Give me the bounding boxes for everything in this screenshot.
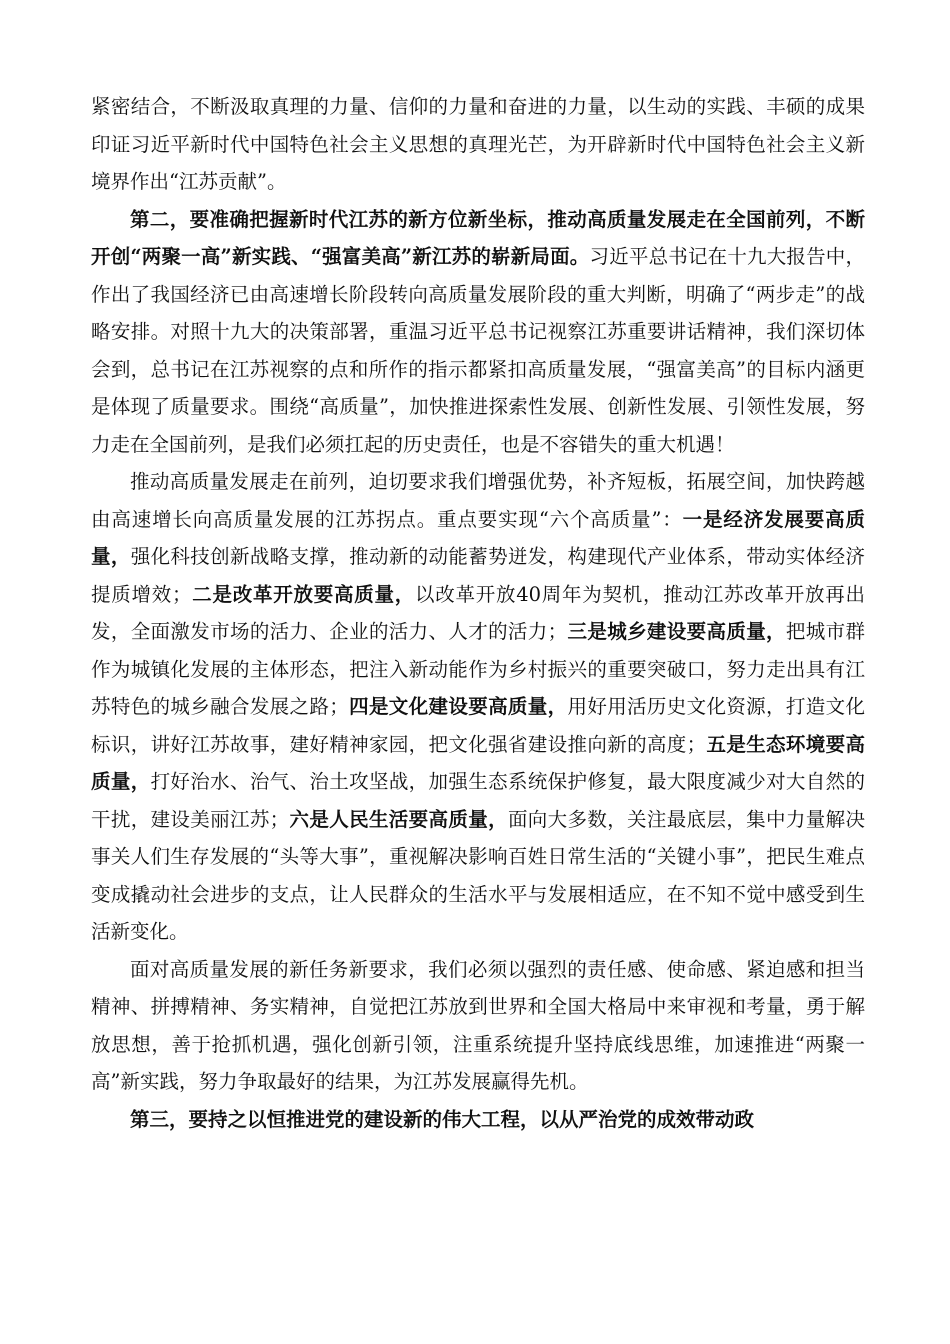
point-6-body: 面向大多数，关注最底层，集中力量解决事关人们生存发展的“头等大事”，重视解决影响百姓日常生活的“关键小事”，把民生难点变成撬动社会进步的支点，让人民群众的生活水平与发展相适应，在不知不觉中感受到生活新变化。 — [91, 807, 865, 943]
point-2-heading: 二是改革开放要高质量， — [191, 582, 415, 606]
paragraph-1-text: 紧密结合，不断汲取真理的力量、信仰的力量和奋进的力量，以生动的实践、丰硕的成果印证习近平新时代中国特色社会主义思想的真理光芒，为开辟新时代中国特色社会主义新境界作出“江苏贡献”。 — [91, 95, 865, 193]
point-3-heading: 三是城乡建设要高质量， — [567, 620, 786, 643]
point-2-body: 以改革开放40周年为契机，推动江苏改革开放再出发，全面激发市场的活力、企业的活力、人才的活力； — [91, 582, 865, 643]
point-4-body: 用好用活历史文化资源，打造文化标识，讲好江苏故事，建好精神家园，把文化强省建设推向新的高度； — [91, 695, 865, 756]
point-1-body: 强化科技创新战略支撑，推动新的动能蓄势迸发，构建现代产业体系，带动实体经济提质增效； — [91, 545, 865, 606]
paragraph-5 — [91, 1101, 865, 1139]
section-heading-third: 第三，要持之以恒推进党的建设新的伟大工程，以从严治党的成效带动政 — [130, 1107, 755, 1131]
section-heading-second: 第二，要准确把握新时代江苏的新方位新坐标，推动高质量发展走在全国前列，不断开创“两聚一高”新实践、“强富美高”新江苏的崭新局面。 — [91, 207, 865, 268]
paragraph-4-text: 面对高质量发展的新任务新要求，我们必须以强烈的责任感、使命感、紧迫感和担当精神、拼搏精神、务实精神，自觉把江苏放到世界和全国大格局中来审视和考量，勇于解放思想，善于抢抓机遇，强化创新引领，注重系统提升坚持底线思维，加速推进“两聚一高”新实践，努力争取最好的结果，为江苏发展赢得先机。 — [91, 957, 865, 1093]
document-page — [91, 88, 865, 1138]
paragraph-4 — [91, 951, 865, 1101]
point-3-body: 把城市群作为城镇化发展的主体形态，把注入新动能作为乡村振兴的重要突破口，努力走出具有江苏特色的城乡融合发展之路； — [91, 620, 865, 718]
point-4-heading: 四是文化建设要高质量， — [348, 695, 568, 718]
point-5-body: 打好治水、治气、治土攻坚战，加强生态系统保护修复，最大限度减少对大自然的干扰，建设美丽江苏； — [91, 770, 865, 831]
paragraph-2-body: 习近平总书记在十九大报告中，作出了我国经济已由高速增长阶段转向高质量发展阶段的重大判断，明确了“两步走”的战略安排。对照十九大的决策部署，重温习近平总书记视察江苏重要讲话精神，我们深切体会到，总书记在江苏视察的点和所作的指示都紧扣高质量发展，“强富美高”的目标内涵更是体现了质量要求。围绕“高质量”，加快推进探索性发展、创新性发展、引领性发展，努力走在全国前列，是我们必须扛起的历史责任，也是不容错失的重大机遇！ — [91, 245, 865, 456]
paragraph-2 — [91, 201, 865, 464]
point-1-heading: 一是经济发展要高质量， — [91, 507, 865, 568]
paragraph-3-intro: 推动高质量发展走在前列，迫切要求我们增强优势，补齐短板，拓展空间，加快跨越由高速增长向高质量发展的江苏拐点。重点要实现“六个高质量”： — [91, 470, 865, 531]
point-5-heading: 五是生态环境要高质量， — [91, 732, 865, 793]
paragraph-3 — [91, 463, 865, 951]
point-6-heading: 六是人民生活要高质量， — [289, 807, 508, 831]
paragraph-1 — [91, 88, 865, 201]
